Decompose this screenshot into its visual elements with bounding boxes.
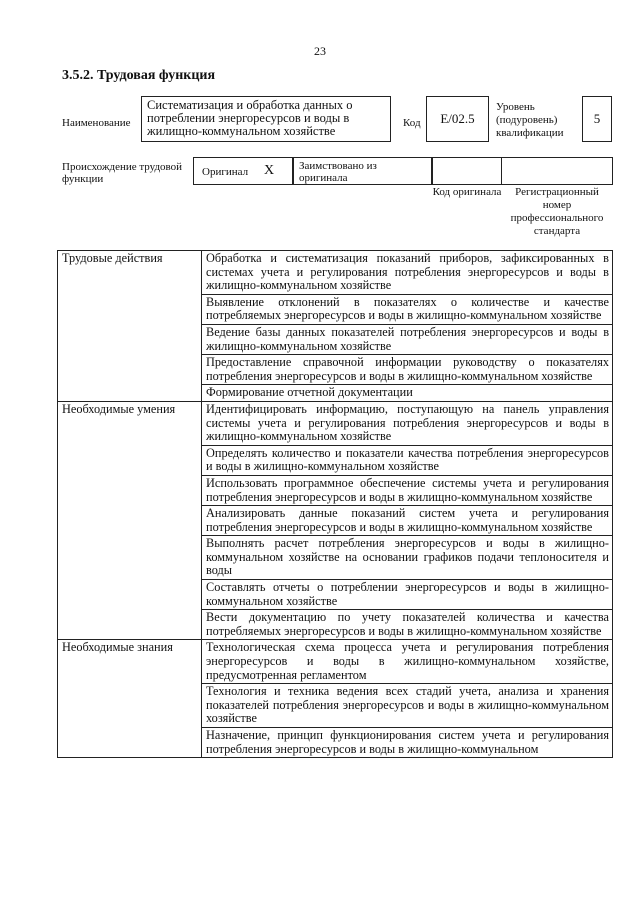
skill-item: Вести документацию по учету показателей количества и качества потребляемых энергоресурсов и воды в жилищно-коммунальном хозяйстве [202,610,613,640]
labor-function-table [57,250,613,758]
labor-action-item: Обработка и систематизация показаний приборов, зафиксированных в системах учета и регулирования потребления энергоресурсов и воды в жилищно-коммунальном хозяйстве [202,251,613,295]
original-label: Оригинал [202,166,249,178]
qualification-level-value: 5 [593,111,601,126]
qualification-level-box [582,96,612,142]
skill-item: Определять количество и показатели качества потребления энергоресурсов и воды в жилищно-коммунальном хозяйстве [202,445,613,475]
code-value: E/02.5 [440,111,475,126]
labor-action-item: Формирование отчетной документации [202,385,613,402]
qualification-level-label: Уровень (подуровень) квалификации [496,101,564,139]
section-title: 3.5.2. Трудовая функция [62,68,216,83]
name-value-box: Систематизация и обработка данных о потреблении энергоресурсов и воды в жилищно-коммунальном хозяйстве [141,96,391,142]
code-original-box [432,157,502,185]
table-row [58,401,613,445]
borrowed-box: Заимствовано из оригинала [293,157,432,185]
name-label: Наименование [62,117,131,129]
table-row [58,251,613,295]
code-value-box [426,96,489,142]
reg-number-caption: Регистрационный номер профессионального стандарта [510,186,604,237]
skill-item: Анализировать данные показаний систем учета и регулирования потребления энергоресурсов и воды в жилищно-коммунальном хозяйстве [202,506,613,536]
knowledge-item: Технология и техника ведения всех стадий учета, анализа и хранения показателей потребления энергоресурсов и воды в жилищно-коммунальном хозяйстве [202,684,613,728]
code-label: Код [403,117,421,129]
skill-item: Составлять отчеты о потреблении энергоресурсов и воды в жилищно-коммунальном хозяйстве [202,580,613,610]
skill-item: Идентифицировать информацию, поступающую на панель управления системы учета и регулирования потребления энергоресурсов и воды в жилищно-коммунальном хозяйстве [202,401,613,445]
code-original-caption: Код оригинала [432,186,502,198]
labor-actions-label: Трудовые действия [58,251,202,402]
labor-action-item: Предоставление справочной информации руководству о показателях потребления энергоресурсов и воды в жилищно-коммунальном хозяйстве [202,355,613,385]
knowledge-item: Назначение, принцип функционирования систем учета и регулирования потребления энергоресурсов и воды в жилищно-коммунальном [202,728,613,758]
knowledge-item: Технологическая схема процесса учета и регулирования потребления энергоресурсов и воды в жилищно-коммунальном хозяйстве, предусмотренная регламентом [202,640,613,684]
labor-action-item: Выявление отклонений в показателях о количестве и качестве потребляемых энергоресурсов и воды в жилищно-коммунальном хозяйстве [202,294,613,324]
original-box [193,157,293,185]
labor-action-item: Ведение базы данных показателей потребления энергоресурсов и воды в жилищно-коммунальном хозяйстве [202,324,613,354]
reg-number-box [501,157,613,185]
skill-item: Выполнять расчет потребления энергоресурсов и воды в жилищно-коммунальном хозяйстве на основании графиков подачи теплоносителя и воды [202,536,613,580]
table-row [58,640,613,684]
original-mark: X [264,163,275,178]
skills-label: Необходимые умения [58,401,202,640]
page-number: 23 [314,44,326,58]
knowledge-label: Необходимые знания [58,640,202,758]
skill-item: Использовать программное обеспечение системы учета и регулирования потребления энергоресурсов и воды в жилищно-коммунальном хозяйстве [202,475,613,505]
origin-label: Происхождение трудовой функции [62,161,183,185]
